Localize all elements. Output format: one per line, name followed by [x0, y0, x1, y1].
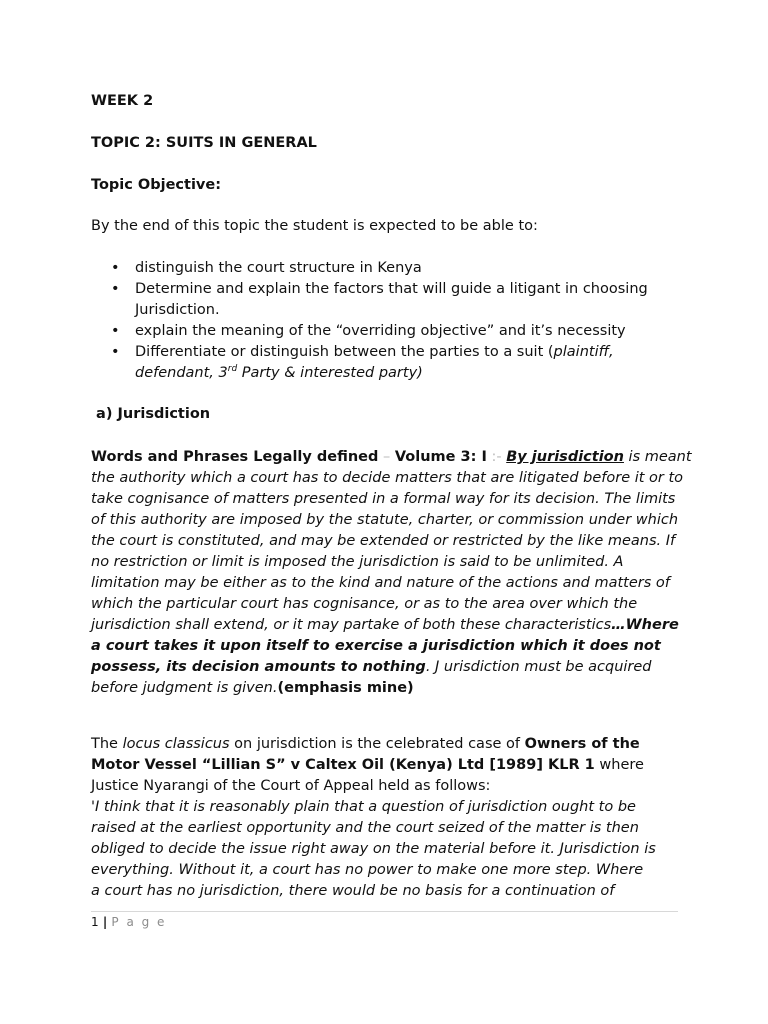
source-title: Words and Phrases Legally defined [91, 449, 379, 465]
definition-text: . J urisdiction must be acquired [425, 659, 652, 675]
dash: :- [486, 449, 507, 465]
definition-line: limitation may be either as to the kind and nature of the actions and matters of [91, 575, 670, 591]
dash: – [378, 449, 395, 465]
intro-text: By the end of this topic the student is expected to be able to: [91, 218, 538, 234]
list-item-text: Party & interested party) [237, 365, 423, 381]
case-name: Owners of the [524, 736, 640, 752]
definition-line [91, 447, 692, 467]
paragraph-text: where [594, 757, 644, 773]
latin-term: locus classicus [122, 736, 230, 752]
definition-line [91, 615, 679, 635]
list-item [135, 342, 614, 362]
definition-line: the court is constituted, and may be extended or restricted by the like means. If [91, 533, 676, 549]
definition-text: before judgment is given. [91, 680, 278, 696]
emphasis-text: …Where [611, 617, 679, 633]
list-item-text: defendant, 3 [135, 365, 228, 381]
paragraph-text: on jurisdiction is the celebrated case of [229, 736, 525, 752]
bullet-icon: • [111, 323, 120, 339]
quote-line: a court has no jurisdiction, there would be no basis for a continuation of [91, 883, 615, 899]
page-label: P a g e [111, 915, 167, 929]
footer-divider: | [98, 915, 112, 929]
emphasis-note: (emphasis mine) [277, 680, 414, 696]
list-item: distinguish the court structure in Kenya [135, 260, 422, 276]
quote-line: 'I think that it is reasonably plain that a question of jurisdiction ought to be [91, 799, 636, 815]
footer-rule [91, 911, 678, 912]
list-item-italic: plaintiff, [553, 344, 614, 360]
case-citation: Motor Vessel “Lillian S” v Caltex Oil (Kenya) Ltd [1989] KLR 1 [91, 757, 595, 773]
definition-text: jurisdiction shall extend, or it may partake of both these characteristics [91, 617, 612, 633]
list-item-text: Differentiate or distinguish between the parties to a suit ( [135, 344, 554, 360]
superscript: rd [227, 364, 238, 375]
bullet-icon: • [111, 344, 120, 360]
definition-line: take cognisance of matters presented in a formal way for its decision. The limits [91, 491, 676, 507]
list-item-continuation: Jurisdiction. [135, 302, 220, 318]
list-item-continuation [135, 363, 423, 383]
paragraph-text: The [91, 736, 123, 752]
paragraph-line: Justice Nyarangi of the Court of Appeal held as follows: [91, 778, 491, 794]
emphasis-text: possess, its decision amounts to nothing [91, 659, 426, 675]
week-heading: WEEK 2 [91, 93, 154, 109]
definition-line [91, 657, 652, 677]
definition-text: is meant [623, 449, 692, 465]
quote-line: everything. Without it, a court has no power to make one more step. Where [91, 862, 644, 878]
paragraph-line [91, 755, 644, 775]
objective-heading: Topic Objective: [91, 177, 222, 193]
defined-term: By jurisdiction [506, 449, 624, 465]
list-item: Determine and explain the factors that will guide a litigant in choosing [135, 281, 648, 297]
list-item: explain the meaning of the “overriding objective” and it’s necessity [135, 323, 626, 339]
section-heading-jurisdiction: a) Jurisdiction [91, 406, 211, 422]
quote-line: raised at the earliest opportunity and the court seized of the matter is then [91, 820, 639, 836]
bullet-icon: • [111, 281, 120, 297]
definition-line: no restriction or limit is imposed the jurisdiction is said to be unlimited. A [91, 554, 624, 570]
definition-line [91, 678, 414, 698]
emphasis-line: a court takes it upon itself to exercise a jurisdiction which it does not [91, 638, 661, 654]
volume-ref: Volume 3: I [394, 449, 487, 465]
definition-line: the authority which a court has to decide matters that are litigated before it or to [91, 470, 684, 486]
page-number: 1 [91, 915, 99, 929]
definition-line: which the particular court has cognisance, or as to the area over which the [91, 596, 638, 612]
definition-line: of this authority are imposed by the statute, charter, or commission under which [91, 512, 679, 528]
topic-heading: TOPIC 2: SUITS IN GENERAL [91, 135, 317, 151]
quote-line: obliged to decide the issue right away on the material before it. Jurisdiction is [91, 841, 656, 857]
page-footer [91, 913, 166, 931]
paragraph-line [91, 734, 640, 754]
bullet-icon: • [111, 260, 120, 276]
